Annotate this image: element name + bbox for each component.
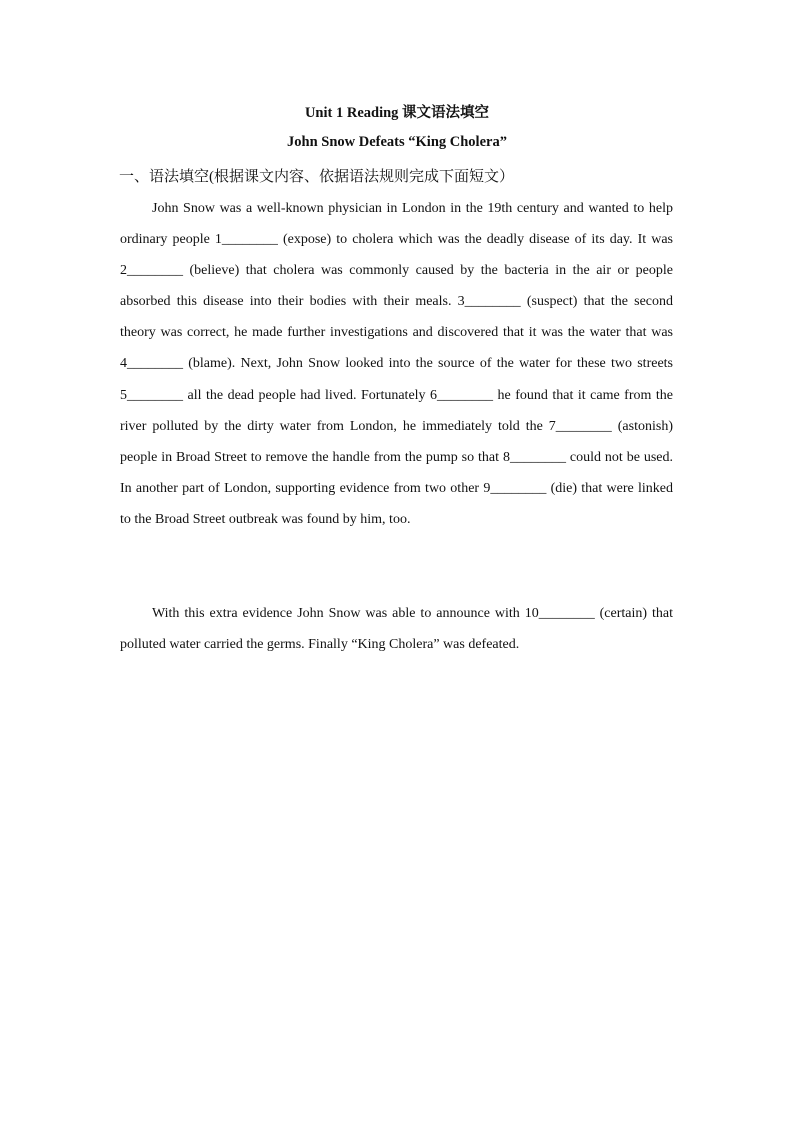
section-heading: 一、语法填空(根据课文内容、依据语法规则完成下面短文） <box>119 169 514 185</box>
paragraph-text: John Snow was a well-known physician in London in the 19th century and wanted to help ordinary people 1________ (expose) to cholera which was the deadly disease of its day. It was 2________ (believe) that cholera was commonly caused by the bacteria in the air or people absorbed this disease into their bodies with their meals. 3________ (suspect) that the second theory was correct, he made further investigations and discovered that it was the water that was 4________ (blame). Next, John Snow looked into the source of the water for these two streets 5________ all the dead people had lived. Fortunately 6________ he found that it came from the river polluted by the dirty water from London, he immediately told the 7________ (astonish) people in Broad Street to remove the handle from the pump so that 8________ could not be used. In another part of London, supporting evidence from two other 9________ (die) that were linked to the Broad Street outbreak was found by him, too. <box>120 201 673 527</box>
paragraph-text: With this extra evidence John Snow was able to announce with 10________ (certain) that polluted water carried the germs. Finally “King Cholera” was defeated. <box>120 606 673 653</box>
document-title: Unit 1 Reading 课文语法填空 <box>304 105 490 121</box>
passage-paragraph-1 <box>120 193 673 535</box>
passage-paragraph-2 <box>120 598 673 660</box>
passage-title: John Snow Defeats “King Cholera” <box>287 134 507 150</box>
